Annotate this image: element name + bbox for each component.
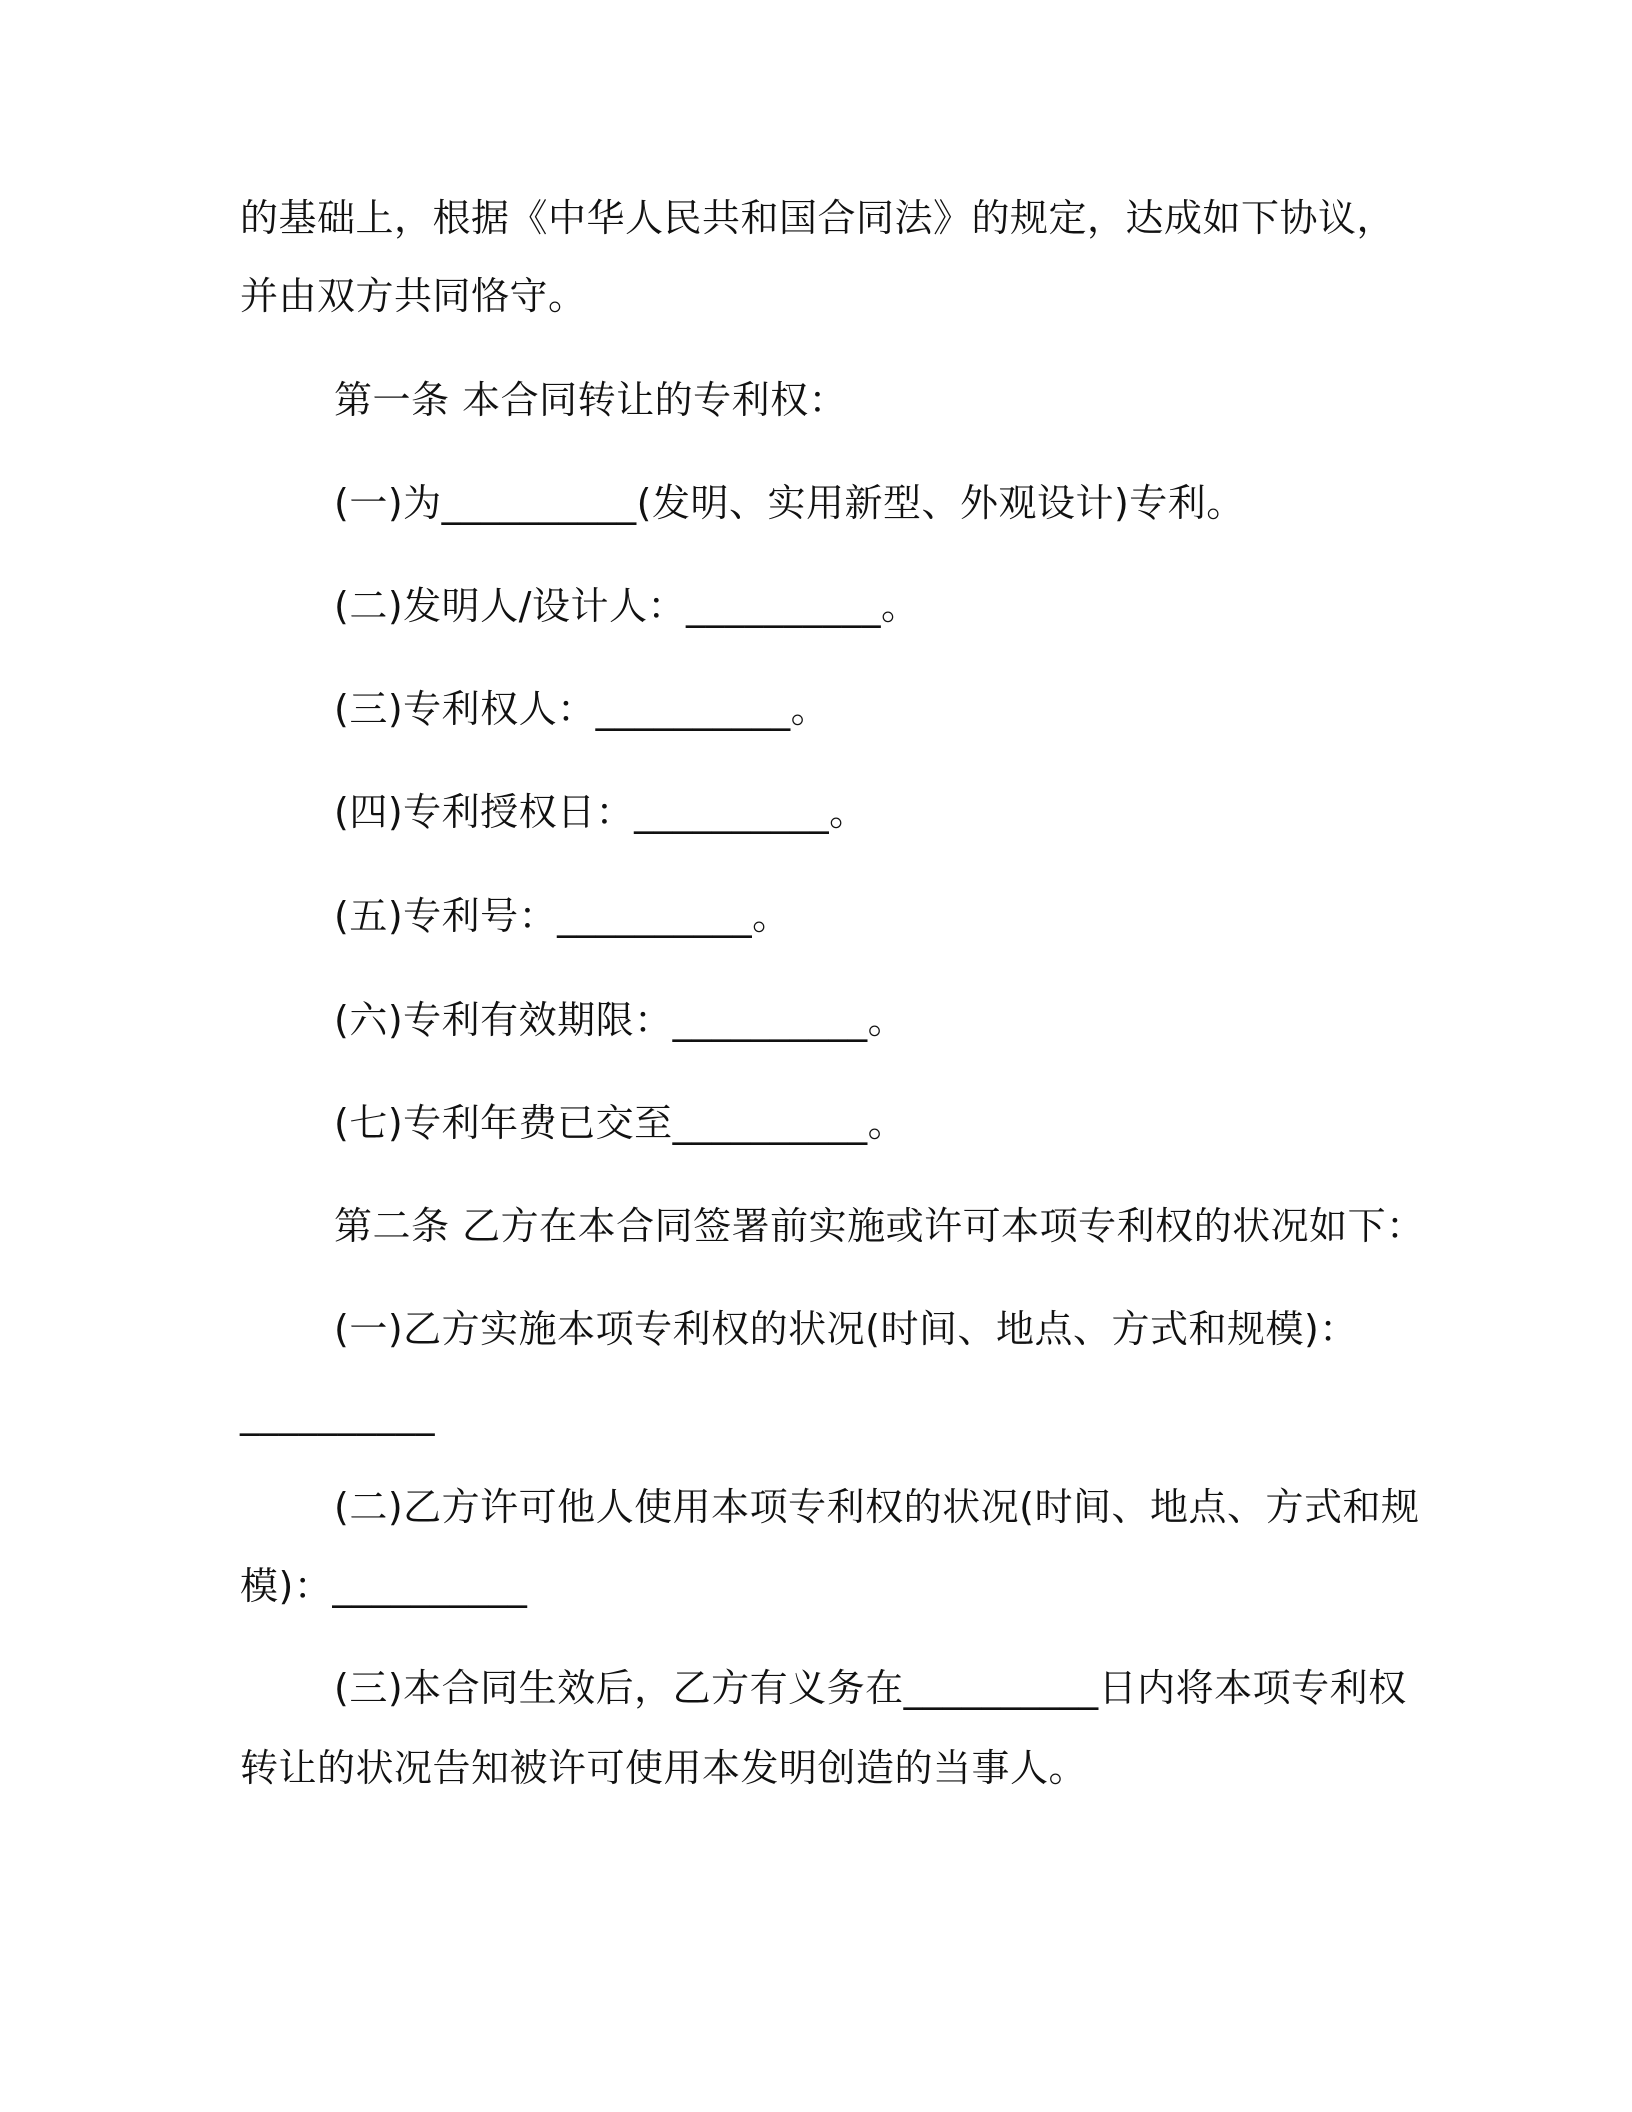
clause-1-1: (一)为__________(发明、实用新型、外观设计)专利。: [334, 481, 1245, 525]
clause-1-5: (五)专利号：__________。: [334, 894, 791, 938]
clause-1-3: (三)专利权人：__________。: [334, 687, 830, 731]
clause-1-4: (四)专利授权日：__________。: [334, 790, 868, 834]
clause-2-2-continued: 模)：__________: [240, 1564, 528, 1608]
article-1-heading: 第一条 本合同转让的专利权：: [334, 378, 848, 422]
article-2-heading: 第二条 乙方在本合同签署前实施或许可本项专利权的状况如下：: [334, 1204, 1425, 1248]
clause-1-7: (七)专利年费已交至__________。: [334, 1101, 907, 1145]
clause-2-2: (二)乙方许可他人使用本项专利权的状况(时间、地点、方式和规: [334, 1485, 1420, 1529]
clause-2-1: (一)乙方实施本项专利权的状况(时间、地点、方式和规模)：: [334, 1307, 1358, 1351]
clause-2-3-continued: 转让的状况告知被许可使用本发明创造的当事人。: [240, 1746, 1088, 1790]
paragraph-line: 的基础上，根据《中华人民共和国合同法》的规定，达成如下协议，: [240, 196, 1396, 240]
paragraph-line: 并由双方共同恪守。: [240, 274, 587, 318]
clause-2-1-blank: __________: [240, 1392, 435, 1436]
clause-2-3: (三)本合同生效后，乙方有义务在__________日内将本项专利权: [334, 1666, 1407, 1710]
clause-1-2: (二)发明人/设计人：__________。: [334, 584, 920, 628]
clause-1-6: (六)专利有效期限：__________。: [334, 998, 907, 1042]
